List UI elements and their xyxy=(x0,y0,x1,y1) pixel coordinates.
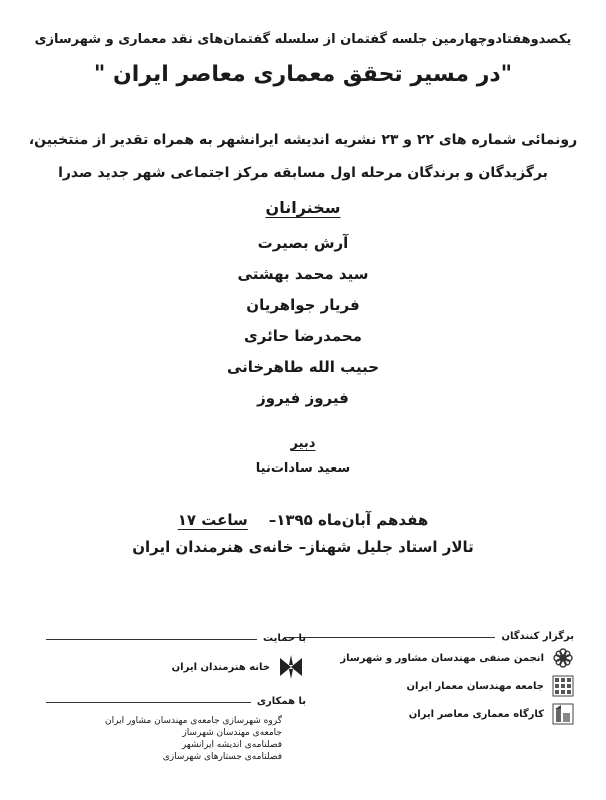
organizer-item xyxy=(284,672,574,700)
series-line: یکصدوهفتادوچهارمین جلسه گفتمان از سلسله گفتمان‌های نقد معماری و شهرسازی xyxy=(34,32,572,47)
divider xyxy=(46,702,251,703)
divider xyxy=(46,639,257,640)
support-block xyxy=(46,630,306,682)
collaborator-item: فصلنامه‌ی جستارهای شهرسازی xyxy=(162,752,282,762)
speakers-list xyxy=(0,228,606,414)
event-time: ساعت ۱۷ xyxy=(177,511,248,529)
event-title: "در مسیر تحقق معماری معاصر ایران " xyxy=(93,62,513,87)
event-venue: تالار استاد جلیل شهناز– خانه‌ی هنرمندان ایران xyxy=(132,538,474,556)
organizers-heading: برگزار کنندگان xyxy=(284,628,574,644)
moderator-name: سعید سادات‌نیا xyxy=(255,461,351,476)
collaborator-item: جامعه‌ی مهندسان شهرساز xyxy=(182,728,282,738)
organizer-label: انجمن صنفی مهندسان مشاور و شهرساز xyxy=(340,652,544,664)
support-item xyxy=(46,652,306,682)
building-logo-icon xyxy=(552,703,574,725)
collaborator-item: گروه شهرسازی جامعه‌ی مهندسان مشاور ایران xyxy=(105,716,282,726)
moderator-heading: دبیر xyxy=(290,436,316,451)
organizers-block xyxy=(284,628,574,728)
organizer-label: کارگاه معماری معاصر ایران xyxy=(408,708,544,720)
organizer-item xyxy=(284,644,574,672)
grid-logo-icon xyxy=(552,675,574,697)
speaker-name: سید محمد بهشتی xyxy=(237,265,369,283)
speaker-name: فریار جواهریان xyxy=(246,296,360,314)
collaborator-item: فصلنامه‌ی اندیشه ایرانشهر xyxy=(181,740,282,750)
speakers-heading: سخنرانان xyxy=(265,198,341,217)
speaker-name: آرش بصیرت xyxy=(257,234,349,252)
collaboration-heading: با همکاری xyxy=(46,693,306,709)
flower-logo-icon xyxy=(552,647,574,669)
speaker-name: فیروز فیروز xyxy=(257,389,349,407)
intro-line-2: برگزیدگان و برندگان مرحله اول مسابقه مرکز اجتماعی شهر جدید صدرا xyxy=(58,165,548,181)
support-label: خانه هنرمندان ایران xyxy=(171,661,270,673)
collaboration-block xyxy=(46,693,306,763)
collaboration-list xyxy=(46,715,282,763)
event-date: هفدهم آبان‌ماه ۱۳۹۵– xyxy=(268,511,429,529)
support-heading: با حمایت xyxy=(46,630,306,646)
event-datetime xyxy=(0,511,606,529)
organizer-item xyxy=(284,700,574,728)
artists-house-logo-icon xyxy=(276,652,306,682)
event-intro xyxy=(0,124,606,190)
organizer-label: جامعه مهندسان معمار ایران xyxy=(406,680,544,692)
speaker-name: حبیب الله طاهرخانی xyxy=(226,358,380,376)
divider xyxy=(284,637,495,638)
speaker-name: محمدرضا حائری xyxy=(244,327,362,345)
intro-line-1: رونمائی شماره های ۲۲ و ۲۳ نشریه اندیشه ایرانشهر به همراه تقدیر از منتخبین، xyxy=(28,132,578,148)
